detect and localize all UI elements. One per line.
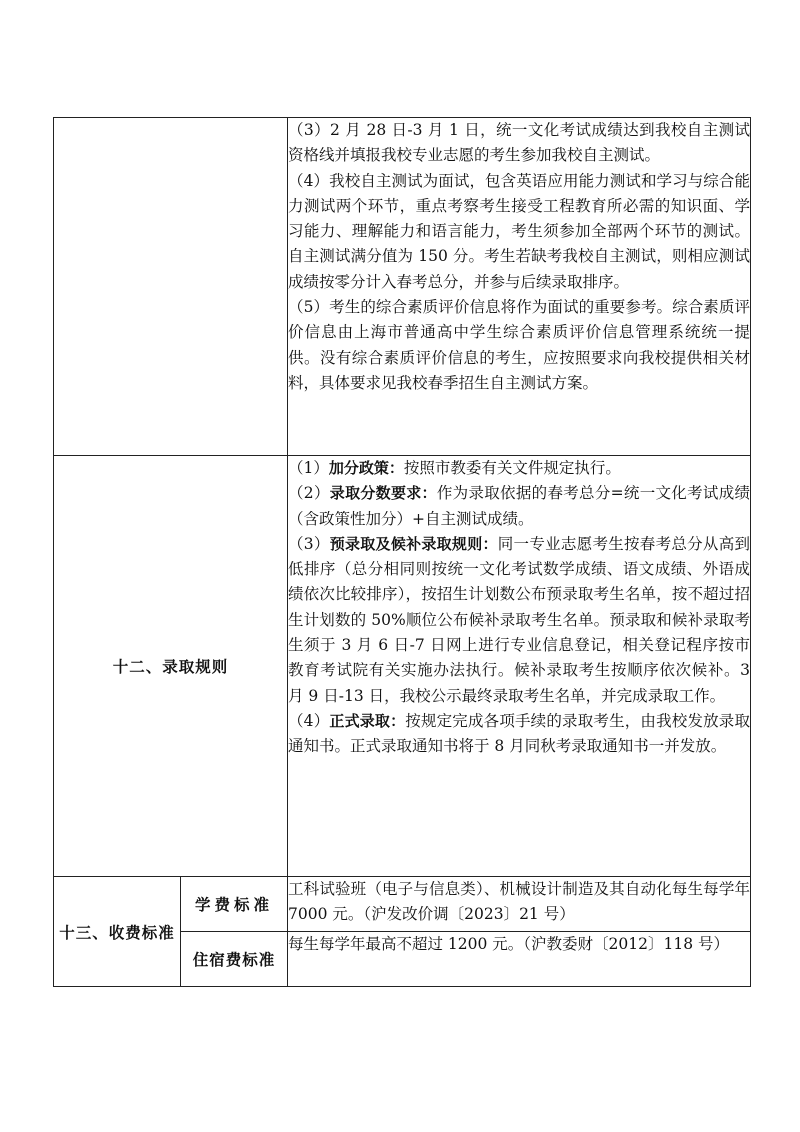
section-12-label: 十二、录取规则: [54, 456, 288, 877]
section-11-content: [288, 118, 751, 456]
lodging-text: 每生每学年最高不超过 1200 元。（沪教委财〔2012〕118 号）: [288, 935, 730, 953]
item-keyword: 预录取及候补录取规则：: [329, 534, 498, 553]
row-section-12: [54, 456, 751, 877]
sec11-item-5: （5）考生的综合素质评价信息将作为面试的重要参考。综合素质评价信息由上海市普通高中学生综合素质评价信息管理系统统一提供。没有综合素质评价信息的考生，应按照要求向我校提供相关材料，具体要求见我校春季招生自主测试方案。: [288, 298, 750, 392]
lodging-label: 住宿费标准: [181, 932, 288, 987]
item-keyword: 加分政策：: [328, 459, 404, 477]
tuition-content: [288, 877, 751, 932]
item-prefix: （3）: [288, 534, 330, 553]
section-11-label-cell: [54, 118, 288, 456]
item-prefix: （1）: [288, 459, 329, 477]
tuition-label: 学费标准: [181, 877, 288, 932]
sec12-item-3: [288, 532, 750, 709]
section-13-label: 十三、收费标准: [54, 877, 181, 987]
item-text: 按规定完成各项手续的录取考生，由我校发放录取通知书。正式录取通知书将于 8 月同秋考录取通知书一并发放。: [288, 711, 750, 756]
lodging-content: [288, 932, 751, 987]
item-text: 作为录取依据的春考总分=统一文化考试成绩（含政策性加分）+自主测试成绩。: [288, 484, 750, 528]
item-keyword: 录取分数要求：: [329, 484, 437, 503]
item-prefix: （2）: [288, 484, 330, 503]
item-prefix: （4）: [288, 711, 330, 730]
admission-table: [53, 117, 751, 987]
row-section-11: [54, 118, 751, 456]
item-keyword: 正式录取：: [329, 711, 406, 730]
row-section-13-tuition: [54, 877, 751, 932]
section-12-content: [288, 456, 751, 877]
sec12-item-2: [288, 481, 750, 532]
item-text: 按照市教委有关文件规定执行。: [403, 459, 621, 477]
sec12-item-1: [288, 456, 750, 481]
tuition-text: 工科试验班（电子与信息类）、机械设计制造及其自动化每生每学年 7000 元。（沪发改价调〔2023〕21 号）: [288, 880, 750, 924]
sec11-item-4: （4）我校自主测试为面试，包含英语应用能力测试和学习与综合能力测试两个环节，重点考察考生接受工程教育所必需的知识面、学习能力、理解能力和语言能力，考生须参加全部两个环节的测试。自主测试满分值为 150 分。考生若缺考我校自主测试，则相应测试成绩按零分计入春考总分，并参与后续录取排序。: [288, 171, 750, 291]
item-text: 同一专业志愿考生按春考总分从高到低排序（总分相同则按统一文化考试数学成绩、语文成绩、外语成绩依次比较排序），按招生计划数公布预录取考生名单，按不超过招生计划数的 50%顺位公布候补录取考生名单。预录取和候补录取考生须于 3 月 6 日-7 日网上进行专业信息登记，相关登记程序按市教育考试院有关实施办法执行。候补录取考生按顺序依次候补。3 月 9 日-13 日，我校公示最终录取考生名单，并完成录取工作。: [288, 534, 750, 705]
sec11-item-3: （3）2 月 28 日-3 月 1 日，统一文化考试成绩达到我校自主测试资格线并填报我校专业志愿的考生参加我校自主测试。: [288, 121, 750, 165]
sec12-item-4: [288, 709, 750, 760]
